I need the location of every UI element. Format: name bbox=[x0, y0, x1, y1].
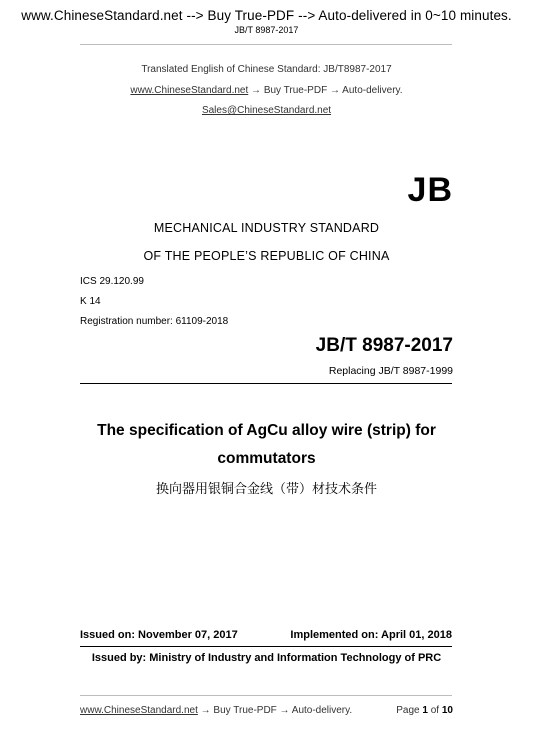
translation-buy-line bbox=[0, 85, 533, 96]
footer-site-link[interactable]: www.ChineseStandard.net bbox=[80, 705, 198, 716]
jb-logo: JB bbox=[407, 171, 453, 209]
translation-email-line bbox=[0, 105, 533, 116]
page-indicator bbox=[396, 705, 453, 716]
implemented-date: Implemented on: April 01, 2018 bbox=[290, 629, 452, 641]
footer-buy-line bbox=[80, 705, 352, 716]
banner-site-link[interactable]: www.ChineseStandard.net bbox=[21, 8, 183, 23]
banner-doc-code: JB/T 8987-2017 bbox=[234, 25, 299, 35]
translation-notice: Translated English of Chinese Standard: JB/T8987-2017 bbox=[141, 64, 392, 75]
document-title-en-line1: The specification of AgCu alloy wire (strip) for bbox=[97, 422, 436, 439]
page-total: 10 bbox=[441, 705, 453, 716]
banner-arrow: --> bbox=[298, 8, 316, 23]
document-title-zh: 换向器用银铜合金线（带）材技术条件 bbox=[155, 482, 377, 497]
registration-number: Registration number: 61109-2018 bbox=[80, 316, 229, 327]
issuer: Issued by: Ministry of Industry and Information Technology of PRC bbox=[91, 652, 442, 664]
document-title-en-line2: commutators bbox=[217, 450, 316, 467]
translation-site-link[interactable]: www.ChineseStandard.net bbox=[130, 85, 249, 96]
title-divider bbox=[80, 383, 452, 384]
translation-buy-text: → Buy True-PDF → Auto-delivery. bbox=[251, 85, 403, 96]
standard-number: JB/T 8987-2017 bbox=[315, 335, 453, 356]
of-label: of bbox=[430, 705, 440, 716]
footer-buy-text: → Buy True-PDF → Auto-delivery. bbox=[200, 705, 353, 716]
page-label: Page bbox=[396, 705, 420, 716]
banner-arrow: --> bbox=[186, 8, 204, 23]
ics-code: ICS 29.120.99 bbox=[80, 276, 144, 287]
standard-title-line2: OF THE PEOPLE’S REPUBLIC OF CHINA bbox=[143, 249, 390, 263]
header-divider bbox=[80, 44, 452, 45]
standard-title-line1: MECHANICAL INDUSTRY STANDARD bbox=[153, 221, 380, 235]
banner-buy-link[interactable]: Buy True-PDF bbox=[207, 8, 295, 23]
sales-email-link[interactable]: Sales@ChineseStandard.net bbox=[201, 105, 332, 116]
footer-divider bbox=[80, 695, 452, 696]
replacing-standard: Replacing JB/T 8987-1999 bbox=[328, 365, 453, 377]
dates-divider bbox=[80, 646, 452, 647]
classification-code: K 14 bbox=[80, 296, 101, 307]
top-banner bbox=[0, 8, 533, 23]
issued-date: Issued on: November 07, 2017 bbox=[80, 629, 238, 641]
banner-delivery-text: Auto-delivered in 0~10 minutes. bbox=[318, 8, 512, 23]
page-number: 1 bbox=[422, 705, 428, 716]
